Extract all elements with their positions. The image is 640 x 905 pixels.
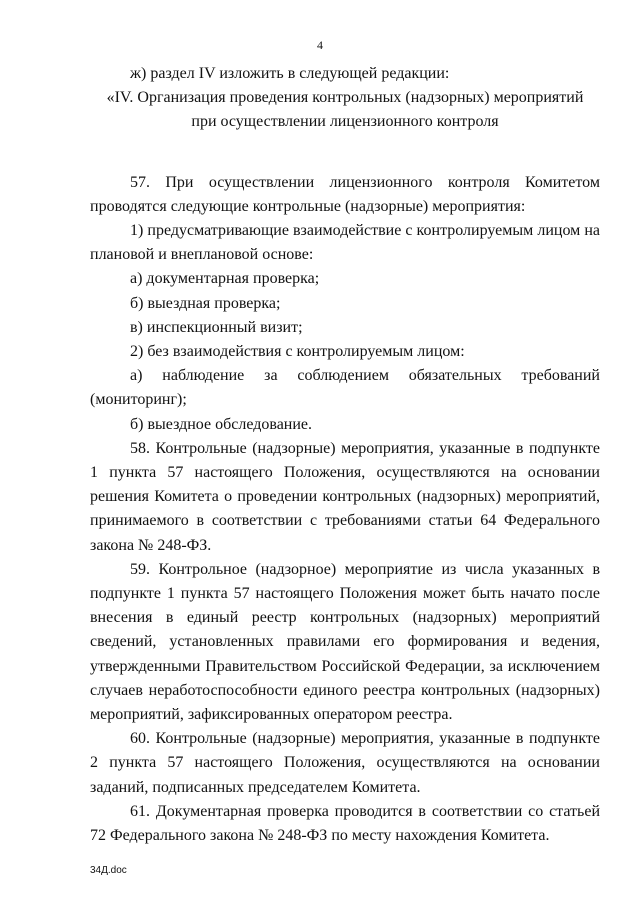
section-title-line-1: «IV. Организация проведения контрольных (надзорных) мероприятий [106, 89, 584, 107]
amendment-intro: ж) раздел IV изложить в следующей редакции: [130, 65, 450, 82]
section-spacer [90, 135, 600, 171]
paragraph-58: 58. Контрольные (надзорные) мероприятия, указанные в подпункте 1 пункта 57 настоящего Положения, осуществляются на основании решения Комитета о проведении контрольных (надзорных) мероприятий, принимаемого в соответствии с требованиями статьи 64 Федерального закона № 248-ФЗ. [90, 439, 600, 554]
paragraph-60: 60. Контрольные (надзорные) мероприятия, указанные в подпункте 2 пункта 57 настоящего Положения, осуществляются на основании заданий, подписанных председателем Комитета. [90, 730, 600, 796]
list-item-2b: б) выездное обследование. [130, 415, 313, 433]
paragraph-59: 59. Контрольное (надзорное) мероприятие из числа указанных в подпункте 1 пункта 57 настоящего Положения может быть начато после внесения в единый реестр контрольных (надзорных) мероприятий сведений, установленных правилами его формирования и ведения, утвержденными Правительством Российской Федерации, за исключением случаев неработоспособности единого реестра контрольных (надзорных) мероприятий, зафиксированных оператором реестра. [90, 560, 600, 724]
file-name-footer: 34Д.doc [90, 865, 127, 876]
section-title-line-2: при осуществлении лицензионного контроля [191, 113, 499, 131]
paragraph-57: 57. При осуществлении лицензионного контроля Комитетом проводятся следующие контрольные (надзорные) мероприятия: [90, 173, 600, 215]
paragraph-61: 61. Документарная проверка проводится в соответствии со статьей 72 Федерального закона № 248-ФЗ по месту нахождения Комитета. [90, 802, 600, 845]
list-item-1a: а) документарная проверка; [130, 270, 320, 288]
list-item-2: 2) без взаимодействия с контролируемым лицом: [130, 343, 465, 361]
list-item-1: 1) предусматривающие взаимодействие с контролируемым лицом на плановой и внеплановой основе: [90, 222, 600, 264]
page-number: 4 [317, 38, 323, 52]
list-item-2a: а) наблюдение за соблюдением обязательных требований (мониторинг); [90, 367, 600, 409]
list-item-1b: б) выездная проверка; [130, 294, 281, 312]
list-item-1c: в) инспекционный визит; [130, 318, 303, 336]
document-body [90, 62, 600, 848]
